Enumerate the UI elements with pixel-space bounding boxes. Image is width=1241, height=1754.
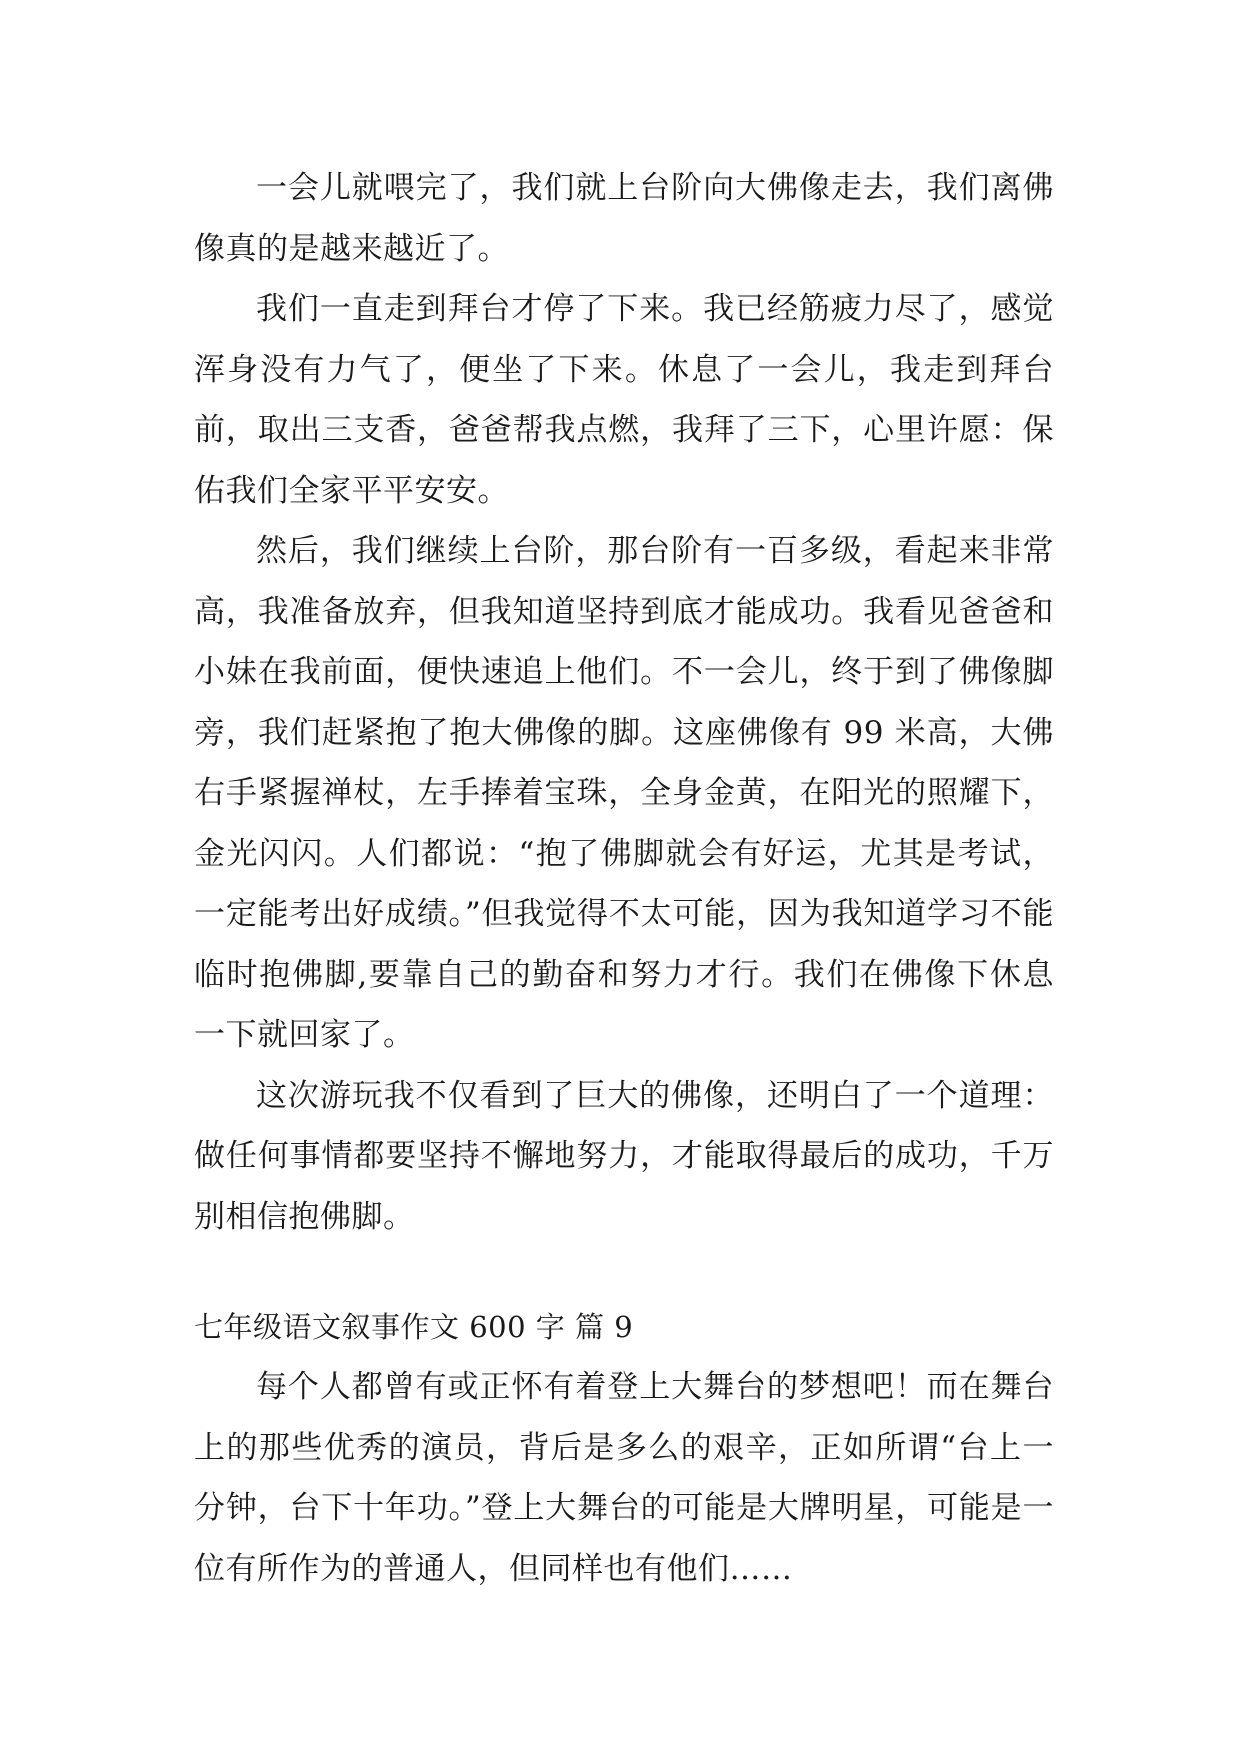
paragraph: 然后，我们继续上台阶，那台阶有一百多级，看起来非常高，我准备放弃，但我知道坚持到底才能成功。我看见爸爸和小妹在我前面，便快速追上他们。不一会儿，终于到了佛像脚旁，我们赶紧抱了抱大佛像的脚。这座佛像有 99 米高，大佛右手紧握禅杖，左手捧着宝珠，全身金黄，在阳光的照耀下，金光闪闪。人们都说：“抱了佛脚就会有好运，尤其是考试，一定能考出好成绩。”但我觉得不太可能，因为我知道学习不能临时抱佛脚,要靠自己的勤奋和努力才行。我们在佛像下休息一下就回家了。 xyxy=(194,533,1054,1053)
paragraph: 每个人都曾有或正怀有着登上大舞台的梦想吧！而在舞台上的那些优秀的演员，背后是多么的艰辛，正如所谓“台上一分钟，台下十年功。”登上大舞台的可能是大牌明星，可能是一位有所作为的普通人，但同样也有他们…… xyxy=(194,1369,1054,1587)
section-heading: 七年级语文叙事作文 600 字 篇 9 xyxy=(194,1310,634,1344)
document-page xyxy=(194,158,1054,1599)
section-spacer xyxy=(194,1247,1054,1297)
paragraph: 我们一直走到拜台才停了下来。我已经筋疲力尽了，感觉浑身没有力气了，便坐了下来。休息了一会儿，我走到拜台前，取出三支香，爸爸帮我点燃，我拜了三下，心里许愿：保佑我们全家平平安安。 xyxy=(194,291,1054,509)
paragraph: 这次游玩我不仅看到了巨大的佛像，还明白了一个道理：做任何事情都要坚持不懈地努力，才能取得最后的成功，千万别相信抱佛脚。 xyxy=(194,1077,1054,1235)
paragraph: 一会儿就喂完了，我们就上台阶向大佛像走去，我们离佛像真的是越来越近了。 xyxy=(194,170,1054,267)
